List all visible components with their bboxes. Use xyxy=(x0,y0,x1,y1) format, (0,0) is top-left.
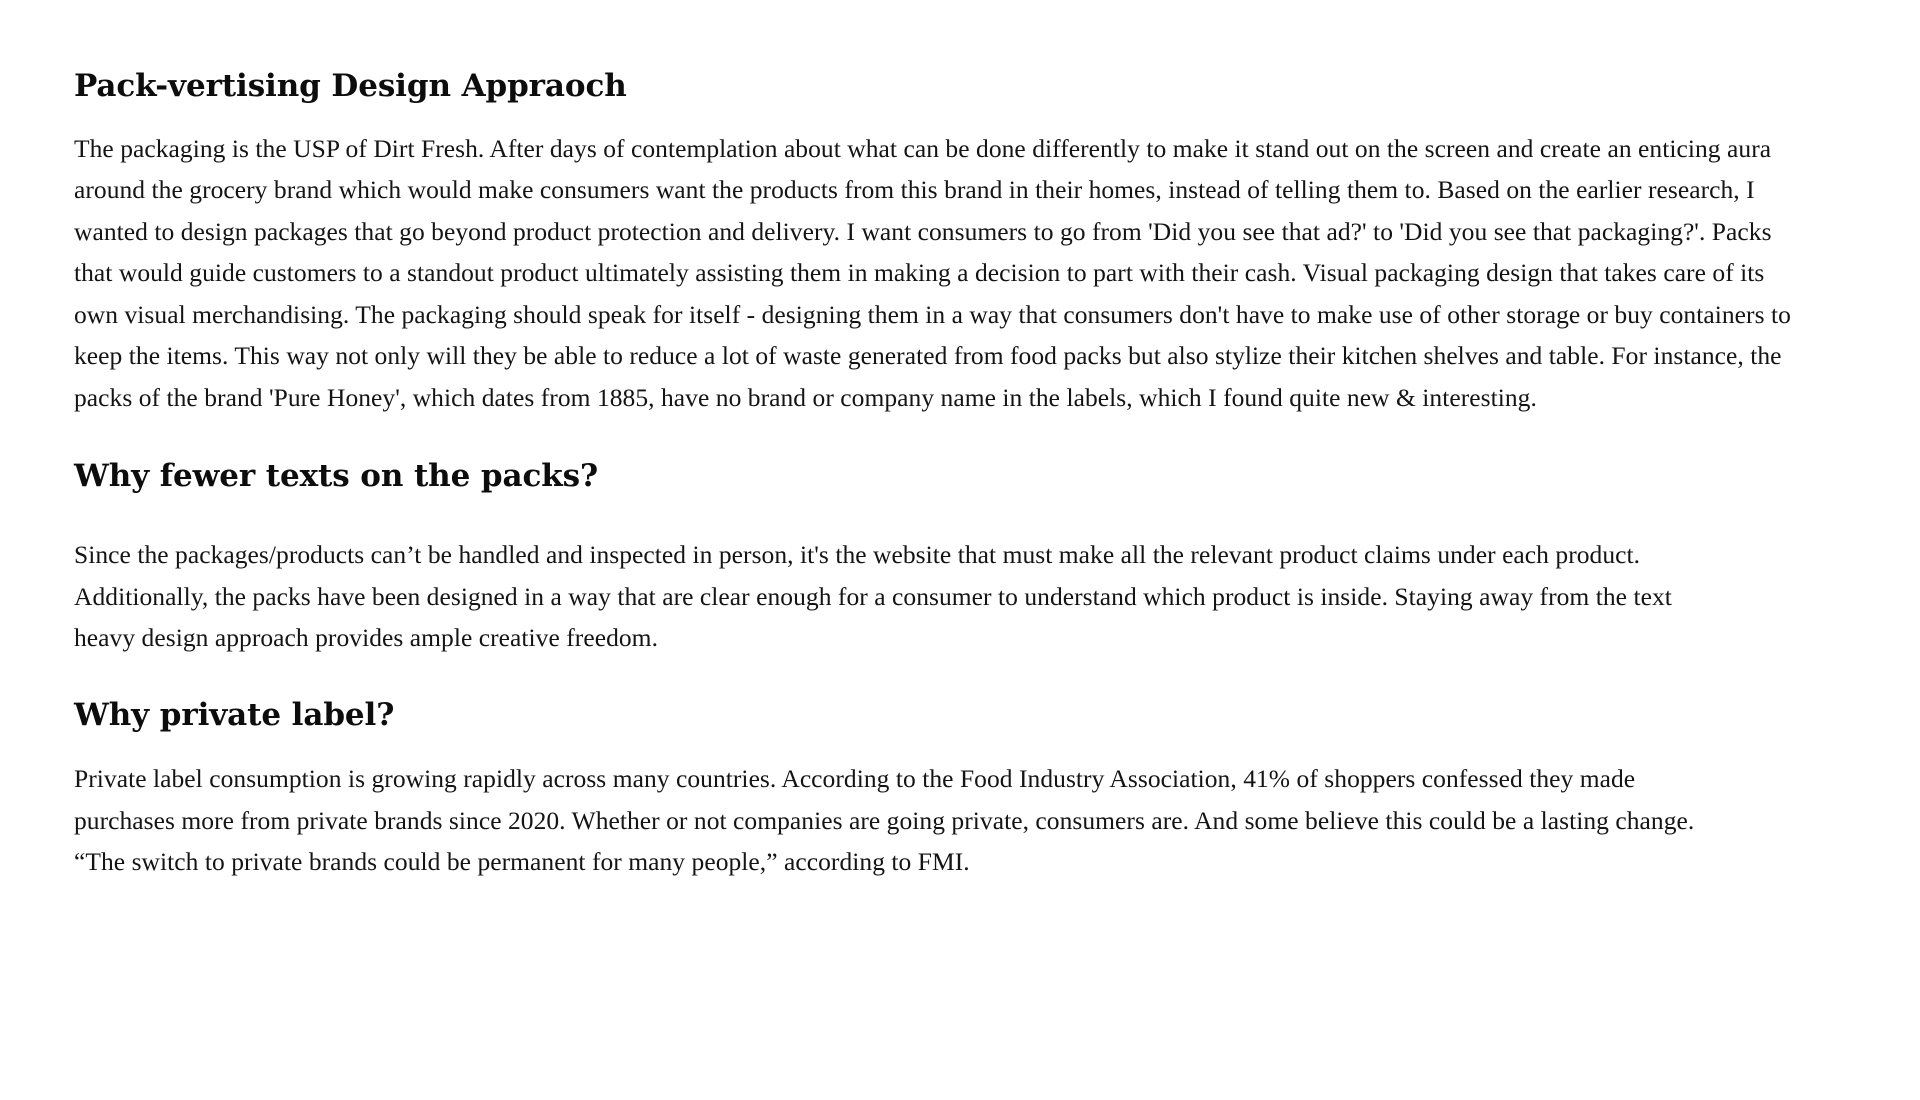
section-heading-why-fewer-texts: Why fewer texts on the packs? xyxy=(74,458,599,495)
spacer xyxy=(74,106,1834,128)
paragraph-pack-vertising-design-approach: The packaging is the USP of Dirt Fresh. After days of contemplation about what can be done differently to make it stand out on the screen and create an enticing aura around the grocery brand which would make consumers want the products from this brand in their homes, instead of telling them to. Based on the earlier research, I wanted to design packages that go beyond product protection and delivery. I want consumers to go from 'Did you see that ad?' to 'Did you see that packaging?'. Packs that would guide customers to a standout product ultimately assisting them in making a decision to part with their cash. Visual packaging design that takes care of its own visual merchandising. The packaging should speak for itself - designing them in a way that consumers don't have to make use of other storage or buy containers to keep the items. This way not only will they be able to reduce a lot of waste generated from food packs but also stylize their kitchen shelves and table. For instance, the packs of the brand 'Pure Honey', which dates from 1885, have no brand or company name in the labels, which I found quite new & interesting. xyxy=(74,133,1791,412)
article-body xyxy=(74,68,1834,883)
section-heading-pack-vertising-design-approach: Pack-vertising Design Appraoch xyxy=(74,68,627,104)
section-heading-why-private-label: Why private label? xyxy=(74,696,395,733)
paragraph-why-fewer-texts: Since the packages/products can’t be handled and inspected in person, it's the website that must make all the relevant product claims under each product. Additionally, the packs have been designed in a way that are clear enough for a consumer to understand which product is inside. Staying away from the text heavy design approach provides ample creative freedom. xyxy=(74,540,1672,653)
spacer xyxy=(74,659,1834,697)
paragraph-why-private-label: Private label consumption is growing rapidly across many countries. According to the Food Industry Association, 41% of shoppers confessed they made purchases more from private brands since 2020. Whether or not companies are going private, consumers are. And some believe this could be a lasting change. “The switch to private brands could be permanent for many people,” according to FMI. xyxy=(74,764,1695,877)
spacer xyxy=(74,734,1834,758)
spacer xyxy=(74,418,1834,458)
spacer xyxy=(74,496,1834,534)
